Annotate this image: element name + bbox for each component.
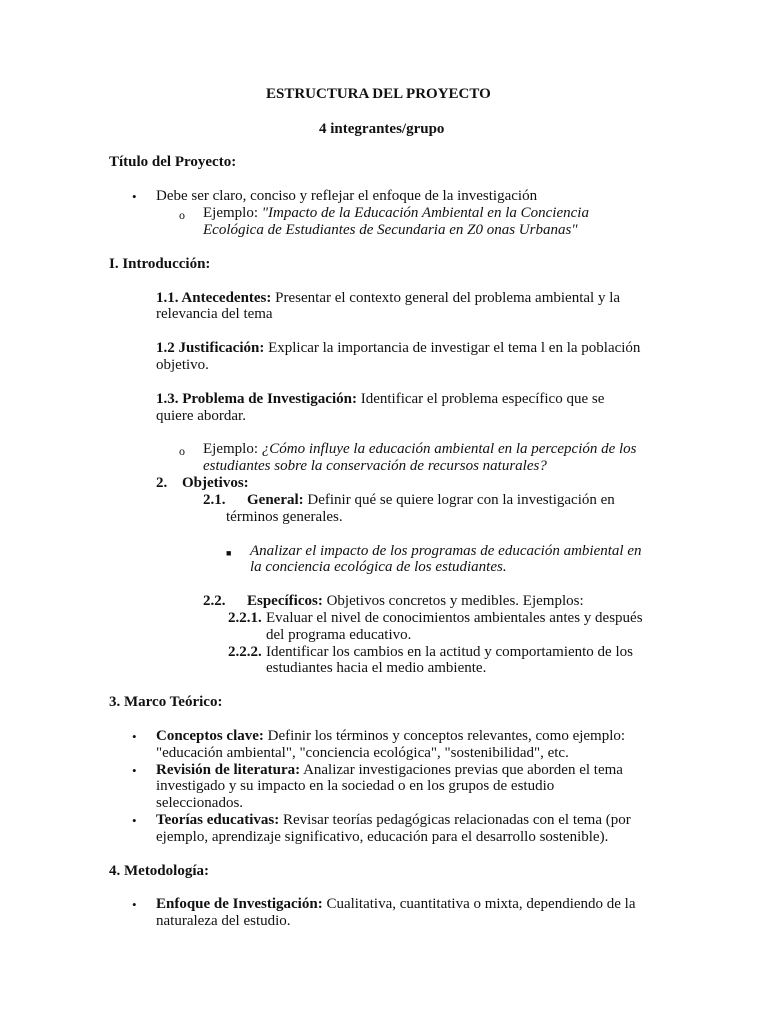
list-item: Teorías educativas: Revisar teorías pedagógicas relacionadas con el tema (por <box>156 812 631 828</box>
list-item-continuation: Ecológica de Estudiantes de Secundaria en Z0 onas Urbanas" <box>203 222 578 238</box>
especifico-2: Identificar los cambios en la actitud y comportamiento de los <box>266 644 633 660</box>
list-item-continuation: estudiantes sobre la conservación de recursos naturales? <box>203 458 547 474</box>
list-item: Revisión de literatura: Analizar investigaciones previas que aborden el tema <box>156 762 623 778</box>
list-item-continuation: naturaleza del estudio. <box>156 913 291 929</box>
list-item-continuation: la conciencia ecológica de los estudiantes. <box>250 559 507 575</box>
list-item-continuation: "educación ambiental", "conciencia ecológica", "sostenibilidad", etc. <box>156 745 569 761</box>
circle-bullet-icon: o <box>179 444 185 458</box>
square-bullet-icon: ■ <box>226 548 232 558</box>
subsection-problema-continuation: quiere abordar. <box>156 408 246 424</box>
objetivo-especificos: Específicos: Objetivos concretos y medibles. Ejemplos: <box>247 593 584 609</box>
subsection-justificacion-continuation: objetivo. <box>156 357 209 373</box>
objetivo-general-continuation: términos generales. <box>226 509 343 525</box>
document-subtitle: 4 integrantes/grupo <box>319 121 445 137</box>
list-item-continuation: ejemplo, aprendizaje significativo, educación para el desarrollo sostenible). <box>156 829 609 845</box>
list-item-continuation: seleccionados. <box>156 795 244 811</box>
section-heading-marco-teorico: 3. Marco Teórico: <box>109 694 223 710</box>
bullet-icon: • <box>132 729 137 744</box>
subsection-antecedentes: 1.1. Antecedentes: Presentar el contexto general del problema ambiental y la <box>156 290 621 306</box>
especifico-2-continuation: estudiantes hacia el medio ambiente. <box>266 660 487 676</box>
circle-bullet-icon: o <box>179 208 185 222</box>
list-item: Conceptos clave: Definir los términos y conceptos relevantes, como ejemplo: <box>156 728 626 744</box>
section-heading-introduccion: I. Introducción: <box>109 256 211 272</box>
bullet-icon: • <box>132 813 137 828</box>
objetivo-especificos-number: 2.2. <box>203 593 226 609</box>
list-item: Ejemplo: ¿Cómo influye la educación ambiental en la percepción de los <box>203 441 637 457</box>
subsection-antecedentes-continuation: relevancia del tema <box>156 306 273 322</box>
subsection-problema: 1.3. Problema de Investigación: Identificar el problema específico que se <box>156 391 605 407</box>
objetivo-general: General: Definir qué se quiere lograr con la investigación en <box>247 492 615 508</box>
objetivos-number: 2. <box>156 475 168 491</box>
document-title: ESTRUCTURA DEL PROYECTO <box>266 86 491 102</box>
especifico-1: Evaluar el nivel de conocimientos ambientales antes y después <box>266 610 643 626</box>
section-heading-titulo: Título del Proyecto: <box>109 154 237 170</box>
subsection-justificacion: 1.2 Justificación: Explicar la importancia de investigar el tema l en la población <box>156 340 641 356</box>
list-item: Debe ser claro, conciso y reflejar el enfoque de la investigación <box>156 188 538 204</box>
especifico-1-number: 2.2.1. <box>228 610 262 626</box>
objetivo-general-number: 2.1. <box>203 492 226 508</box>
list-item: Ejemplo: "Impacto de la Educación Ambiental en la Conciencia <box>203 205 589 221</box>
bullet-icon: • <box>132 763 137 778</box>
bullet-icon: • <box>132 189 137 204</box>
especifico-1-continuation: del programa educativo. <box>266 627 412 643</box>
objetivos-heading: Objetivos: <box>182 475 249 491</box>
list-item-continuation: investigado y su impacto en la sociedad o en los grupos de estudio <box>156 778 555 794</box>
bullet-icon: • <box>132 897 137 912</box>
especifico-2-number: 2.2.2. <box>228 644 262 660</box>
list-item: Enfoque de Investigación: Cualitativa, cuantitativa o mixta, dependiendo de la <box>156 896 636 912</box>
section-heading-metodologia: 4. Metodología: <box>109 863 209 879</box>
list-item: Analizar el impacto de los programas de educación ambiental en <box>250 543 642 559</box>
